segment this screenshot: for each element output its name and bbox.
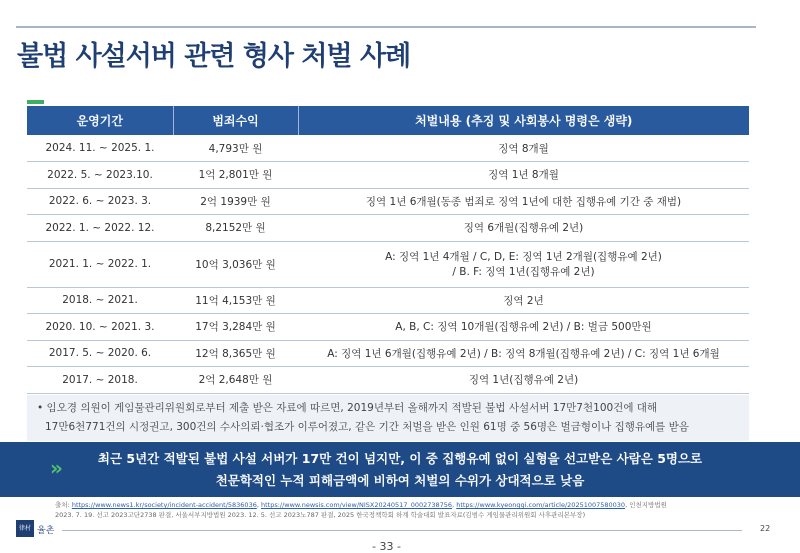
- bullet: •: [37, 402, 44, 414]
- punishment-line-2: / B. F: 징역 1년(집행유예 2년): [452, 266, 595, 278]
- cell-punishment: [298, 215, 749, 242]
- cell-proceeds: 2억 1939만 원: [173, 188, 298, 215]
- table-row: [27, 314, 749, 341]
- cell-proceeds: 2억 2,648만 원: [173, 367, 298, 394]
- accent-bar: [27, 100, 44, 104]
- cell-period: 2024. 11. ~ 2025. 1.: [27, 135, 173, 162]
- table-header: [27, 106, 749, 135]
- page-number: - 33 -: [372, 540, 401, 553]
- source-line-2: 2023. 7. 19. 선고 2023고단2738 판결, 서울서부지방법원 2023. 12. 5. 선고 2023노787 판결, 2025 한국정책학회 하계 학술대회 발표자료(김범수 게임물관리위원회 사후관리본부장): [55, 511, 586, 519]
- cell-punishment: [298, 287, 749, 314]
- page-title: 불법 사설서버 관련 형사 처벌 사례: [17, 41, 411, 72]
- summary-banner: [0, 442, 800, 497]
- punishment-line: 징역 1년(집행유예 2년): [468, 374, 579, 387]
- punishment-line: A: 징역 1년 6개월(집행유예 2년) / B: 징역 8개월(집행유예 2년) / C: 징역 1년 6개월: [327, 347, 720, 360]
- banner-line-1: 최근 5년간 적발된 불법 사설 서버가 17만 건이 넘지만, 이 중 집행유예 없이 실형을 선고받은 사람은 5명으로: [97, 451, 703, 466]
- source-tail: , 인천지방법원: [625, 501, 667, 509]
- cell-period: 2022. 6. ~ 2023. 3.: [27, 188, 173, 215]
- punishment-line: 징역 1년 6개월(동종 범죄로 징역 1년에 대한 집행유예 기간 중 재범): [365, 195, 682, 208]
- cell-punishment: [298, 314, 749, 341]
- cell-proceeds: 8,2152만 원: [173, 215, 298, 242]
- slide-number: 22: [760, 524, 771, 533]
- punishment-line: 징역 8개월: [498, 142, 549, 155]
- source-link-1[interactable]: https://www.news1.kr/society/incident-accident/5836036: [71, 501, 257, 509]
- cell-punishment: [298, 135, 749, 162]
- cases-table: [27, 106, 749, 394]
- header-period: 운영기간: [27, 106, 173, 135]
- punishment-line: A, B, C: 징역 10개월(집행유예 2년) / B: 벌금 500만원: [395, 321, 652, 334]
- source-citation: 출처: https://www.news1.kr/society/incident-accident/5836036, https://www.newsis.com/view/NISX20240517_0002738756, https://www.kyeonggi.com/article/20251007580030, 인천지방법원 2023. 7. 19. 선고 2023고단2738 판결, 서울서부지방법원 2023. 12. 5. 선고 2023노787 판결, 2025 한국정책학회 하계 학술대회 발표자료(김범수 게임물관리위원회 사후관리본부장): [55, 501, 667, 519]
- chevron-right-icon: »: [50, 456, 63, 480]
- cell-period: 2017. 5. ~ 2020. 6.: [27, 340, 173, 367]
- table-row: [27, 241, 749, 287]
- punishment-line: 징역 2년: [503, 294, 544, 307]
- table-row: [27, 135, 749, 162]
- cell-period: 2017. ~ 2018.: [27, 367, 173, 394]
- header-proceeds: 범죄수익: [173, 106, 298, 135]
- table-row: [27, 340, 749, 367]
- source-link-2[interactable]: https://www.newsis.com/view/NISX20240517_0002738756: [260, 501, 453, 509]
- cell-punishment: [298, 241, 749, 287]
- top-divider: [16, 26, 756, 28]
- cell-proceeds: 10억 3,036만 원: [173, 241, 298, 287]
- table-row: [27, 215, 749, 242]
- cell-punishment: [298, 367, 749, 394]
- punishment-line: 징역 1년 8개월: [488, 169, 559, 182]
- table-row: [27, 367, 749, 394]
- table-row: [27, 162, 749, 189]
- cell-punishment: [298, 188, 749, 215]
- cell-proceeds: 1억 2,801만 원: [173, 162, 298, 189]
- note-box: [27, 395, 749, 441]
- cell-proceeds: 12억 8,365만 원: [173, 340, 298, 367]
- cell-proceeds: 4,793만 원: [173, 135, 298, 162]
- source-label: 출처:: [55, 501, 72, 509]
- cell-proceeds: 17억 3,284만 원: [173, 314, 298, 341]
- punishment-line: 징역 6개월(집행유예 2년): [463, 222, 584, 235]
- cell-period: 2018. ~ 2021.: [27, 287, 173, 314]
- header-punishment: 처벌내용 (추징 및 사회봉사 명령은 생략): [298, 106, 749, 135]
- note-line-2: 17만6천771건의 시정권고, 300건의 수사의뢰·협조가 이루어졌고, 같은 기간 처벌을 받은 인원 61명 중 56명은 벌금형이나 집행유예를 받음: [45, 421, 689, 433]
- table-row: [27, 188, 749, 215]
- cell-proceeds: 11억 4,153만 원: [173, 287, 298, 314]
- footer-divider: [62, 530, 742, 531]
- cell-punishment: [298, 162, 749, 189]
- cell-punishment: [298, 340, 749, 367]
- logo-text: 율촌: [37, 526, 55, 536]
- cell-period: 2022. 1. ~ 2022. 12.: [27, 215, 173, 242]
- cell-period: 2021. 1. ~ 2022. 1.: [27, 241, 173, 287]
- note-line-1: 임오경 의원이 게임물관리위원회로부터 제출 받은 자료에 따르면, 2019년부터 올해까지 적발된 불법 사설서버 17만7천100건에 대해: [46, 402, 658, 414]
- cell-period: 2020. 10. ~ 2021. 3.: [27, 314, 173, 341]
- banner-line-2: 천문학적인 누적 피해금액에 비하여 처벌의 수위가 상대적으로 낮음: [215, 473, 585, 488]
- punishment-line: A: 징역 1년 4개월 / C, D, E: 징역 1년 2개월(집행유예 2년): [385, 251, 662, 263]
- source-link-3[interactable]: https://www.kyeonggi.com/article/20251007580030: [456, 501, 626, 509]
- table-row: [27, 287, 749, 314]
- cell-period: 2022. 5. ~ 2023.10.: [27, 162, 173, 189]
- logo-mark: 律村: [16, 520, 34, 537]
